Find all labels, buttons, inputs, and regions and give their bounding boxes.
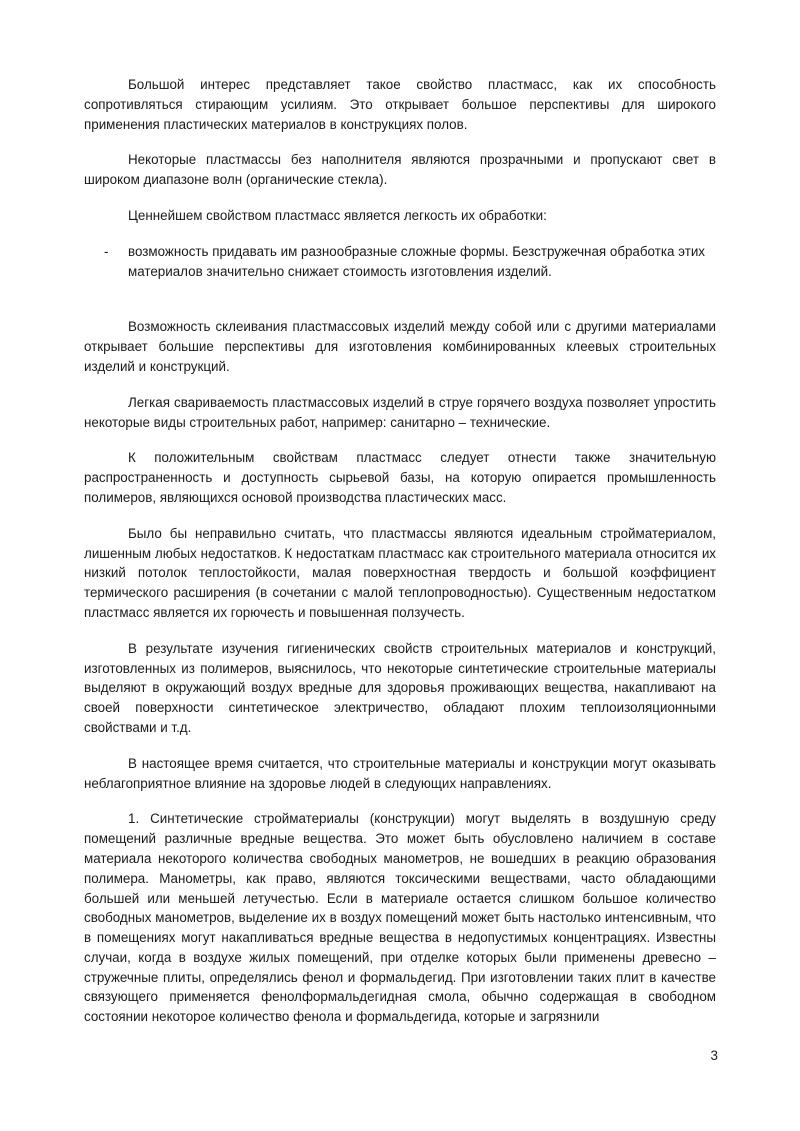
page-number: 3 (710, 1048, 718, 1063)
paragraph-processing: Ценнейшем свойством пластмасс является легкость их обработки: (128, 207, 547, 223)
bullet-item-shapes (84, 242, 716, 282)
paragraph-item-1: 1. Синтетические стройматериалы (конструкции) могут выделять в воздушную среду помещений различные вредные вещества. Это может быть обусловлено наличием в составе материала некоторого количества свободных манометров, не вошедших в реакцию образования полимера. Манометры, как право, являются токсическими веществами, часто обладающими большей или меньшей летучестью. Если в материале остается слишком большое количество свободных манометров, выделение их в воздух помещений может быть настолько интенсивным, что в помещениях могут накапливаться вредные вещества в недопустимых концентрациях. Известны случаи, когда в воздухе жилых помещений, при отделке которых были применены древесно – стружечные плиты, определялись фенол и формальдегид. При изготовлении таких плит в качестве связующего применяется фенолформальдегидная смола, обычно содержащая в свободном состоянии некоторое количество фенола и формальдегида, которые и загрязнили (84, 811, 716, 1025)
page-body (84, 75, 716, 1043)
paragraph-health-impact: В настоящее время считается, что строительные материалы и конструкции могут оказывать неблагоприятное влияние на здоровье людей в следующих направлениях. (84, 755, 716, 791)
paragraph-transparency: Некоторые пластмассы без наполнителя являются прозрачными и пропускают свет в широком диапазоне волн (органические стекла). (84, 152, 716, 188)
paragraph-gluing: Возможность склеивания пластмассовых изделий между собой или с другими материалами открывает большие перспективы для изготовления комбинированных клеевых строительных изделий и конструкций. (84, 319, 716, 374)
paragraph-disadvantages: Было бы неправильно считать, что пластмассы являются идеальным стройматериалом, лишенным любых недостатков. К недостаткам пластмасс как строительного материала относится их низкий потолок теплостойкости, малая поверхностная твердость и большой коэффициент термического расширения (в сочетании с малой теплопроводностью). Существенным недостатком пластмасс является их горючесть и повышенная ползучесть. (84, 525, 716, 620)
bullet-text: возможность придавать им разнообразные сложные формы. Безстружечная обработка этих материалов значительно снижает стоимость изготовления изделий. (128, 243, 705, 279)
paragraph-welding: Легкая свариваемость пластмассовых изделий в струе горячего воздуха позволяет упростить некоторые виды строительных работ, например: санитарно – технические. (84, 394, 716, 430)
paragraph-abrasion-resistance: Большой интерес представляет такое свойство пластмасс, как их способность сопротивляться стирающим усилиям. Это открывает большое перспективы для широкого применения пластических материалов в конструкциях полов. (84, 77, 716, 132)
bullet-dash: - (104, 243, 109, 259)
paragraph-raw-materials: К положительным свойствам пластмасс следует отнести также значительную распространенность и доступность сырьевой базы, на которую опирается промышленность полимеров, являющихся основой производства пластических масс. (84, 450, 716, 505)
paragraph-hygiene: В результате изучения гигиенических свойств строительных материалов и конструкций, изготовленных из полимеров, выяснилось, что некоторые синтетические строительные материалы выделяют в окружающий воздух вредные для здоровья проживающих вещества, накапливают на своей поверхности синтетическое электричество, обладают плохим теплоизоляционными свойствами и т.д. (84, 640, 716, 735)
